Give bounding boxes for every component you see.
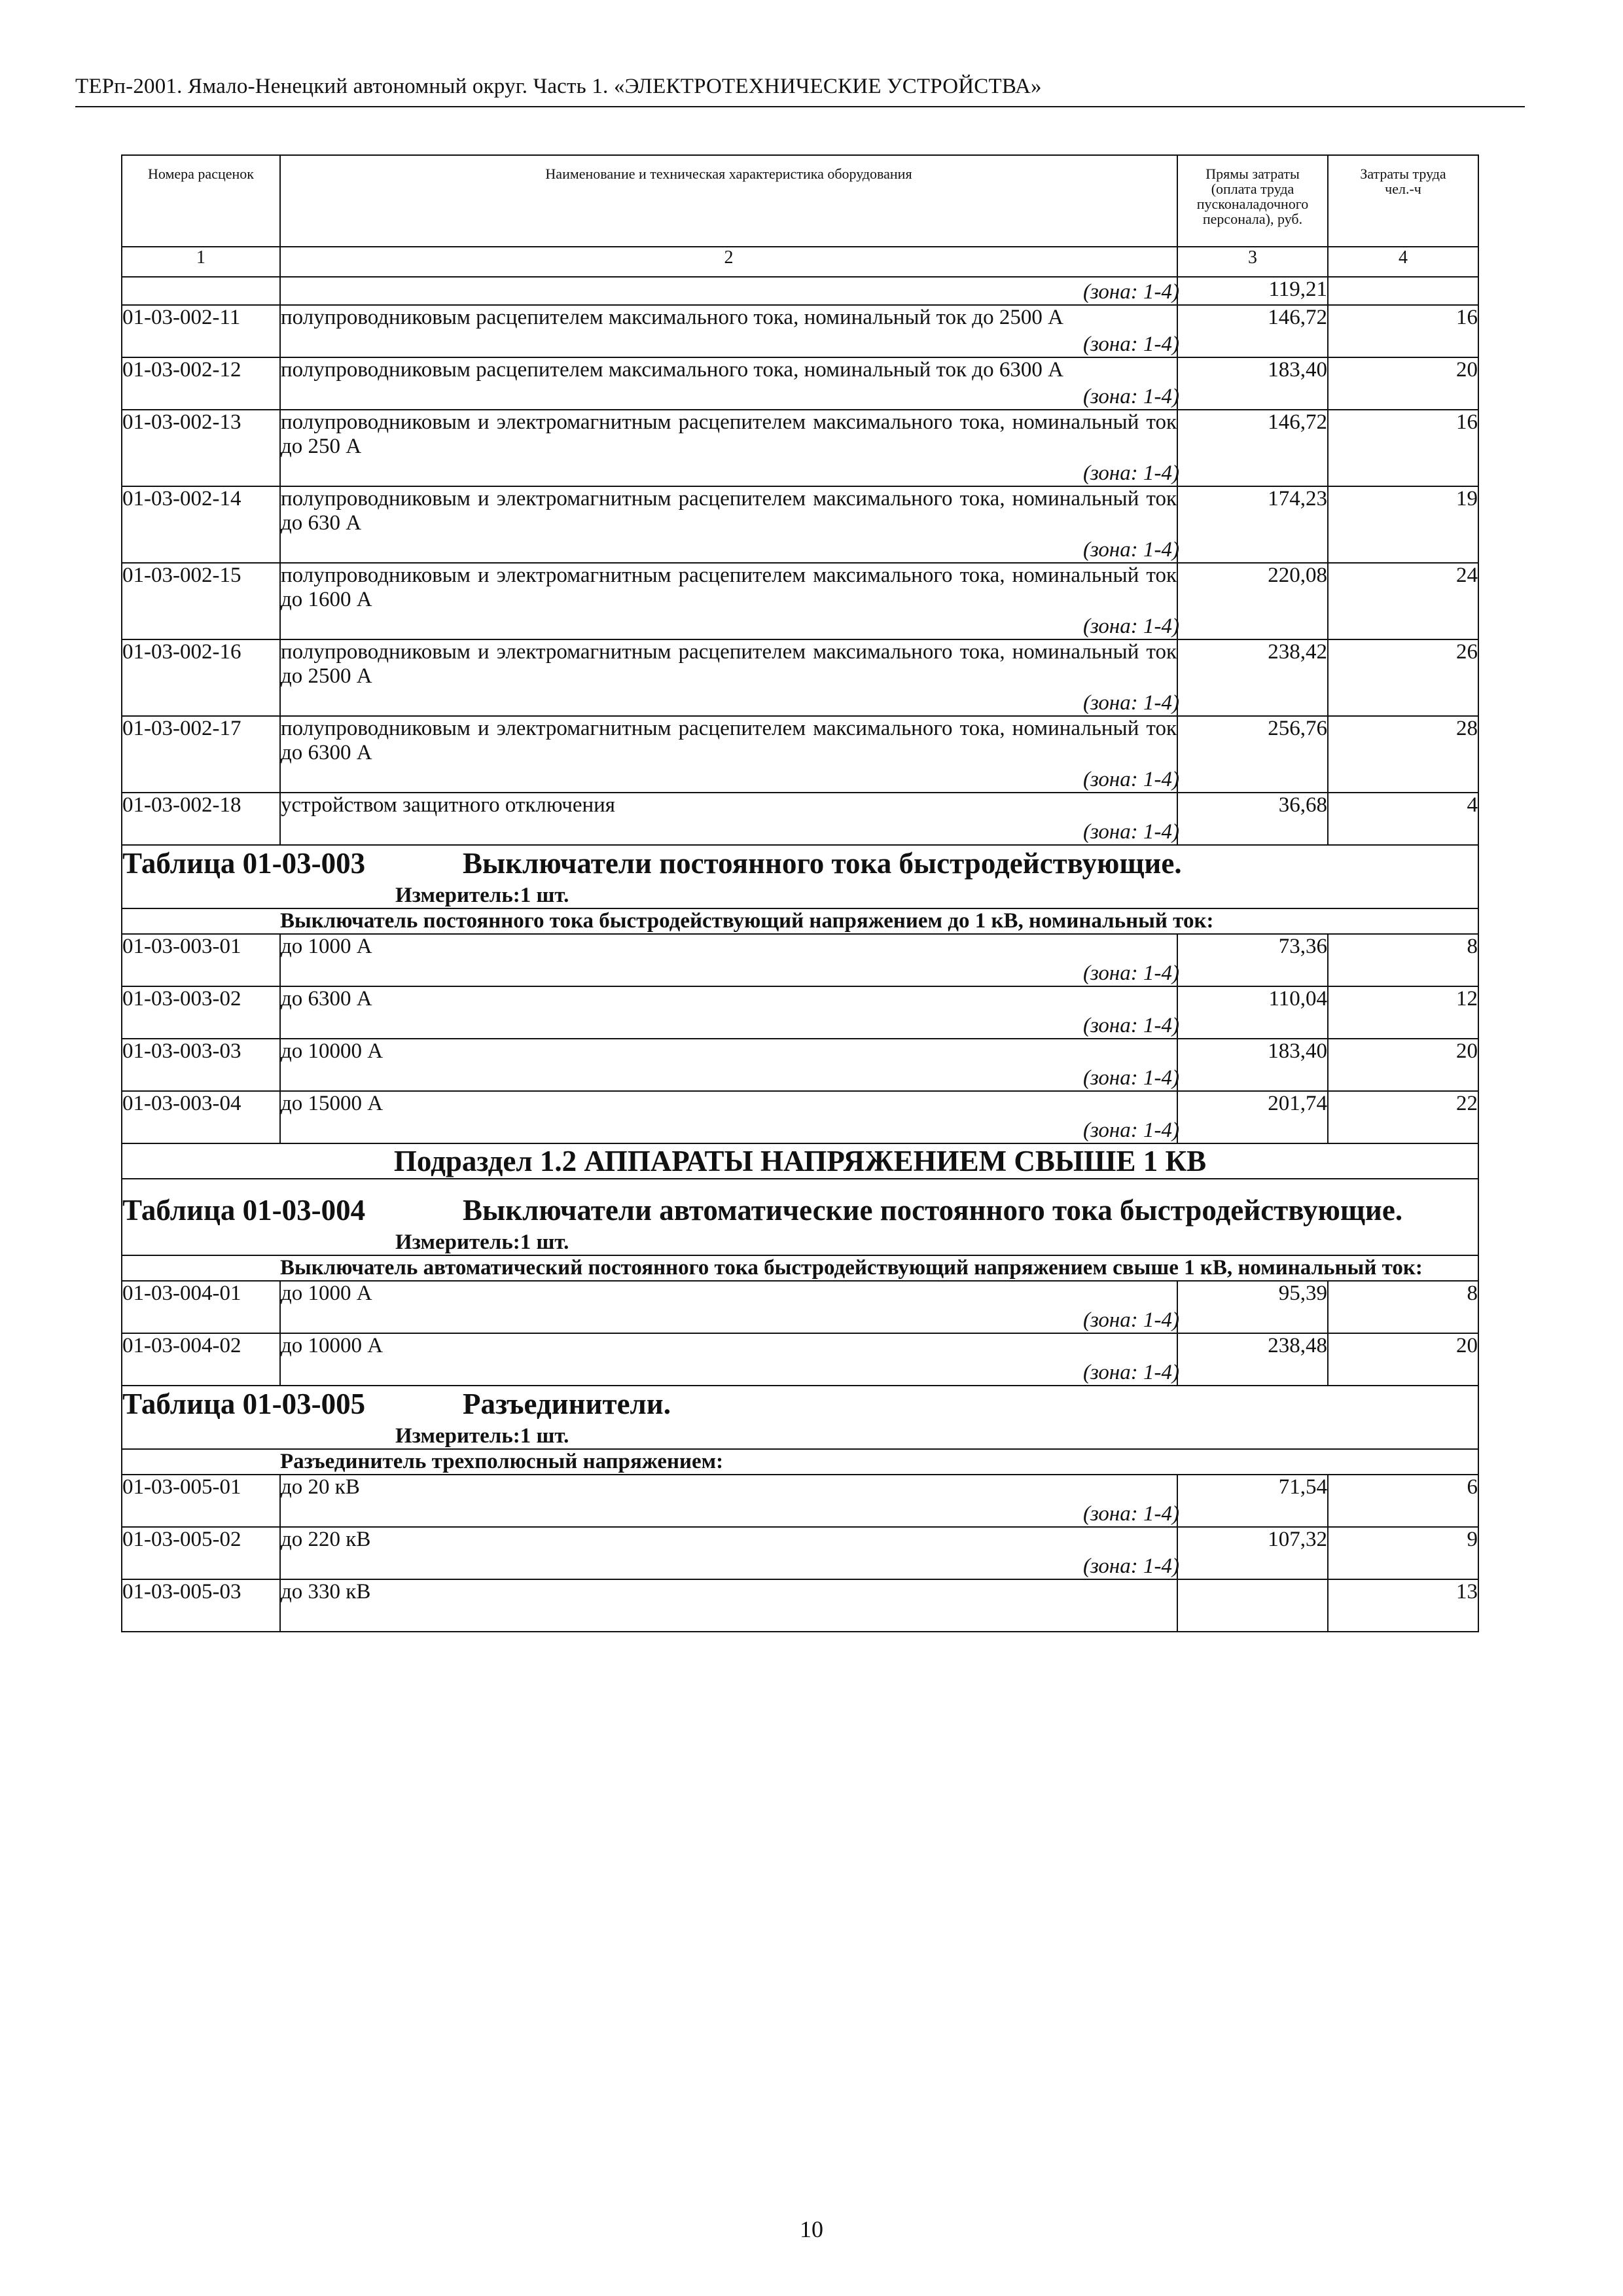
rate-description-text: до 15000 А [281, 1092, 383, 1115]
zone-label: (зона: 1-4) [1082, 691, 1179, 715]
table-title-row [122, 845, 1478, 908]
table-name: Выключатели постоянного тока быстродействующие. [463, 847, 1182, 880]
rate-description-text: полупроводниковым расцепителем максимального тока, номинальный ток до 6300 А [281, 358, 1063, 382]
rows-table-003 [122, 934, 1478, 1143]
col-number: 4 [1328, 247, 1478, 277]
table-row [122, 1091, 1478, 1143]
table-title-block [122, 845, 1478, 908]
table-row [122, 716, 1478, 793]
rate-labor: 24 [1328, 563, 1478, 639]
rate-price: 201,74 [1177, 1091, 1328, 1143]
col-header-direct-costs: Прямы затраты (оплата труда пусконаладочного персонала), руб. [1177, 155, 1328, 247]
col-number: 1 [122, 247, 280, 277]
rate-labor: 8 [1328, 1281, 1478, 1333]
rate-description-text: полупроводниковым и электромагнитным расцепителем максимального тока, номинальный ток до 1600 А [281, 564, 1177, 611]
rate-price: 238,42 [1177, 639, 1328, 716]
col-header-description: Наименование и техническая характеристика оборудования [280, 155, 1177, 247]
rate-price: 95,39 [1177, 1281, 1328, 1333]
subsection-row [122, 1143, 1478, 1179]
subheading-row [122, 1255, 1478, 1281]
measure-unit: Измеритель:1 шт. [395, 1424, 569, 1448]
rate-description [280, 563, 1177, 639]
rate-labor: 19 [1328, 486, 1478, 563]
rate-code: 01-03-002-16 [122, 639, 280, 716]
rate-description-text: до 6300 А [281, 987, 372, 1011]
zone-label: (зона: 1-4) [1082, 332, 1179, 356]
rate-description [280, 1475, 1177, 1527]
table-title-row [122, 1179, 1478, 1255]
table-row [122, 305, 1478, 357]
table-number: Таблица 01-03-003 [122, 847, 366, 880]
rate-price [1177, 1579, 1328, 1632]
rate-code [122, 277, 280, 305]
table-title-block [122, 1179, 1478, 1255]
rate-description-text: полупроводниковым расцепителем максимального тока, номинальный ток до 2500 А [281, 306, 1063, 329]
rate-price: 220,08 [1177, 563, 1328, 639]
rate-labor: 12 [1328, 986, 1478, 1039]
rate-description [280, 486, 1177, 563]
table-subheading: Выключатель постоянного тока быстродействующий напряжением до 1 кВ, номинальный ток: [280, 908, 1478, 934]
rate-labor: 26 [1328, 639, 1478, 716]
rate-description [280, 1281, 1177, 1333]
subheading-spacer [122, 908, 280, 934]
rate-code: 01-03-004-01 [122, 1281, 280, 1333]
col-header-labor: Затраты труда чел.-ч [1328, 155, 1478, 247]
zone-label: (зона: 1-4) [1082, 461, 1179, 485]
rate-labor: 4 [1328, 793, 1478, 845]
rate-code: 01-03-003-04 [122, 1091, 280, 1143]
rate-code: 01-03-002-11 [122, 305, 280, 357]
rows-table-004 [122, 1281, 1478, 1386]
measure-unit: Измеритель:1 шт. [395, 1230, 569, 1254]
zone-label: (зона: 1-4) [1082, 1502, 1179, 1526]
rate-price: 146,72 [1177, 410, 1328, 486]
zone-label: (зона: 1-4) [1082, 1014, 1179, 1037]
rate-labor: 13 [1328, 1579, 1478, 1632]
rate-price: 183,40 [1177, 1039, 1328, 1091]
table-row [122, 934, 1478, 986]
rate-code: 01-03-003-01 [122, 934, 280, 986]
rate-price: 107,32 [1177, 1527, 1328, 1579]
rate-description-text: устройством защитного отключения [281, 793, 615, 817]
rate-price: 183,40 [1177, 357, 1328, 410]
rate-price: 146,72 [1177, 305, 1328, 357]
table-number: Таблица 01-03-005 [122, 1388, 366, 1420]
rate-code: 01-03-002-12 [122, 357, 280, 410]
rate-labor: 6 [1328, 1475, 1478, 1527]
header-rule [75, 106, 1525, 107]
zone-label: (зона: 1-4) [1082, 961, 1179, 985]
table-title-row [122, 1386, 1478, 1449]
col-number: 2 [280, 247, 1177, 277]
table-title-block [122, 1386, 1478, 1449]
rate-description-text: до 1000 А [281, 935, 372, 958]
zone-label: (зона: 1-4) [1082, 820, 1179, 844]
rate-description [280, 410, 1177, 486]
table-row [122, 1281, 1478, 1333]
subheading-spacer [122, 1449, 280, 1475]
table-name: Выключатели автоматические постоянного тока быстродействующие. [463, 1194, 1403, 1227]
rate-price: 256,76 [1177, 716, 1328, 793]
rate-description-text: полупроводниковым и электромагнитным расцепителем максимального тока, номинальный ток до 6300 А [281, 717, 1177, 764]
rate-description-text: до 10000 А [281, 1039, 383, 1063]
rate-price: 71,54 [1177, 1475, 1328, 1527]
column-header-row [122, 155, 1478, 247]
zone-label: (зона: 1-4) [1082, 768, 1179, 791]
rate-price: 73,36 [1177, 934, 1328, 986]
zone-label: (зона: 1-4) [1082, 1361, 1179, 1384]
table-subheading: Разъединитель трехполюсный напряжением: [280, 1449, 1478, 1475]
rate-description-text: до 20 кВ [281, 1475, 360, 1499]
table-row [122, 1039, 1478, 1091]
table-row [122, 639, 1478, 716]
rate-code: 01-03-003-02 [122, 986, 280, 1039]
rate-description-text: до 330 кВ [281, 1580, 371, 1604]
rate-description [280, 934, 1177, 986]
table-row [122, 1527, 1478, 1579]
rate-description-text: полупроводниковым и электромагнитным расцепителем максимального тока, номинальный ток до 630 А [281, 487, 1177, 535]
rate-price: 119,21 [1177, 277, 1328, 305]
subheading-row [122, 908, 1478, 934]
rate-price: 110,04 [1177, 986, 1328, 1039]
rate-description [280, 639, 1177, 716]
rate-labor: 28 [1328, 716, 1478, 793]
rate-description-text: полупроводниковым и электромагнитным расцепителем максимального тока, номинальный ток до 250 А [281, 410, 1177, 458]
zone-label: (зона: 1-4) [1082, 538, 1179, 562]
rate-code: 01-03-005-02 [122, 1527, 280, 1579]
subheading-spacer [122, 1255, 280, 1281]
rate-description-text: полупроводниковым и электромагнитным расцепителем максимального тока, номинальный ток до 2500 А [281, 640, 1177, 688]
zone-label: (зона: 1-4) [1082, 1066, 1179, 1090]
rate-description [280, 1527, 1177, 1579]
rate-code: 01-03-004-02 [122, 1333, 280, 1386]
page-number: 10 [800, 2216, 823, 2242]
rate-code: 01-03-002-14 [122, 486, 280, 563]
rate-price: 238,48 [1177, 1333, 1328, 1386]
zone-label: (зона: 1-4) [1082, 1119, 1179, 1142]
rate-description [280, 357, 1177, 410]
rate-labor [1328, 277, 1478, 305]
rate-price: 174,23 [1177, 486, 1328, 563]
rate-description [280, 1091, 1177, 1143]
rate-code: 01-03-005-03 [122, 1579, 280, 1632]
rate-labor: 16 [1328, 305, 1478, 357]
zone-label: (зона: 1-4) [1082, 1554, 1179, 1578]
table-number: Таблица 01-03-004 [122, 1194, 366, 1227]
col-header-codes: Номера расценок [122, 155, 280, 247]
table-name: Разъединители. [463, 1388, 671, 1420]
rate-description [280, 277, 1177, 305]
table-row [122, 986, 1478, 1039]
table-subheading: Выключатель автоматический постоянного тока быстродействующий напряжением свыше 1 кВ, номинальный ток: [280, 1255, 1478, 1281]
rate-code: 01-03-002-18 [122, 793, 280, 845]
subheading-row [122, 1449, 1478, 1475]
rate-description [280, 305, 1177, 357]
rate-description [280, 793, 1177, 845]
rate-description [280, 1333, 1177, 1386]
zone-label: (зона: 1-4) [1082, 280, 1179, 304]
table-row [122, 410, 1478, 486]
rate-labor: 20 [1328, 1333, 1478, 1386]
rows-table-005 [122, 1475, 1478, 1632]
col-number: 3 [1177, 247, 1328, 277]
rate-code: 01-03-003-03 [122, 1039, 280, 1091]
table-row [122, 1475, 1478, 1527]
zone-label: (зона: 1-4) [1082, 615, 1179, 638]
subsection-title: Подраздел 1.2 АППАРАТЫ НАПРЯЖЕНИЕМ СВЫШЕ 1 КВ [122, 1143, 1478, 1179]
table-row [122, 793, 1478, 845]
table-row [122, 277, 1478, 305]
rate-description-text: до 220 кВ [281, 1528, 371, 1551]
rows-table-002 [122, 305, 1478, 845]
table-row [122, 563, 1478, 639]
rate-labor: 20 [1328, 357, 1478, 410]
table-row [122, 357, 1478, 410]
rates-table [121, 154, 1479, 1632]
rate-labor: 20 [1328, 1039, 1478, 1091]
column-number-row [122, 247, 1478, 277]
rate-description [280, 986, 1177, 1039]
rate-labor: 22 [1328, 1091, 1478, 1143]
rate-code: 01-03-005-01 [122, 1475, 280, 1527]
measure-unit: Измеритель:1 шт. [395, 884, 569, 907]
rate-code: 01-03-002-17 [122, 716, 280, 793]
rate-description [280, 1579, 1177, 1632]
rate-description-text: до 1000 А [281, 1282, 372, 1305]
table-row [122, 1579, 1478, 1632]
rate-description [280, 716, 1177, 793]
rate-code: 01-03-002-13 [122, 410, 280, 486]
rate-labor: 9 [1328, 1527, 1478, 1579]
table-row [122, 486, 1478, 563]
zone-label: (зона: 1-4) [1082, 1308, 1179, 1332]
zone-label: (зона: 1-4) [1082, 385, 1179, 408]
rate-price: 36,68 [1177, 793, 1328, 845]
rate-description [280, 1039, 1177, 1091]
running-header: ТЕРп-2001. Ямало-Ненецкий автономный округ. Часть 1. «ЭЛЕКТРОТЕХНИЧЕСКИЕ УСТРОЙСТВА» [75, 75, 1042, 98]
table-row [122, 1333, 1478, 1386]
rate-labor: 8 [1328, 934, 1478, 986]
rate-description-text: до 10000 А [281, 1334, 383, 1357]
rate-labor: 16 [1328, 410, 1478, 486]
rate-code: 01-03-002-15 [122, 563, 280, 639]
